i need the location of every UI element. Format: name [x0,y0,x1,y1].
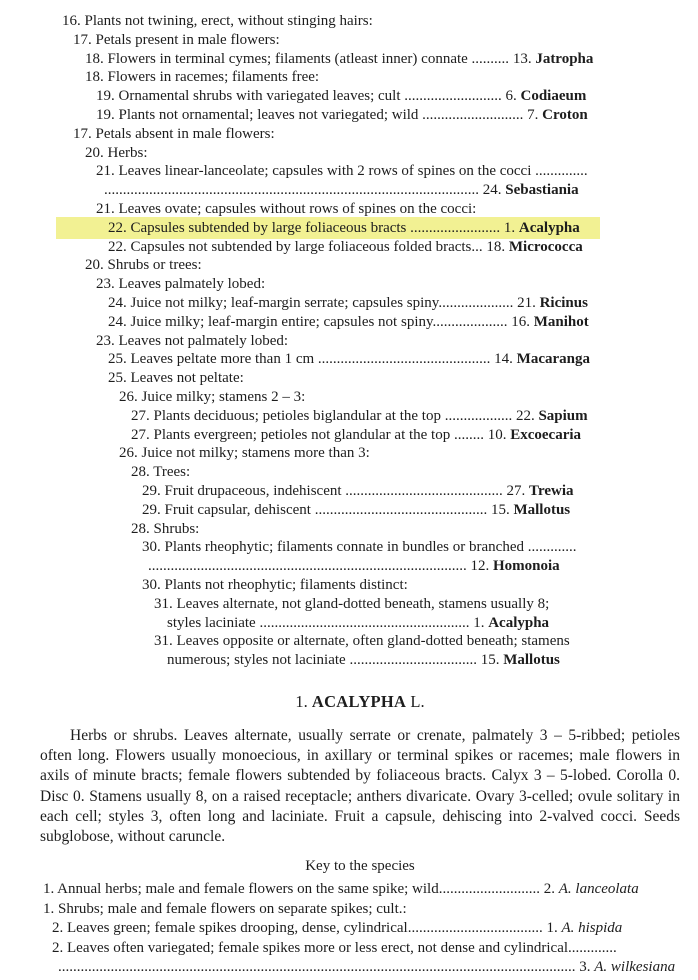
taxon-name: Manihot [533,313,589,330]
key-line [40,87,680,106]
key-line [40,426,680,445]
key-line [40,106,680,125]
key-line-text: 29. Fruit drupaceous, indehiscent .......................................... [142,482,507,499]
key-line-text: 2. Leaves often variegated; female spikes more or less erect, not dense and cylindrical............. [52,939,617,956]
taxon-name: Codiaeum [520,88,587,105]
key-line-highlighted [40,219,680,238]
key-line [40,144,680,163]
key-line-content [154,596,549,612]
key-line [40,939,680,959]
taxon-number: 6. [505,88,521,105]
key-line-text: 23. Leaves palmately lobed: [96,276,266,293]
taxon-number: 22. [515,407,539,424]
key-line-text: 19. Plants not ornamental; leaves not variegated; wild ........................... [96,106,528,123]
key-line-content [85,51,593,67]
taxon-number: 21. [517,294,540,311]
key-line-text: 22. Capsules not subtended by large foliaceous folded bracts... [108,238,487,255]
key-line-content [52,940,617,956]
key-line [40,557,680,576]
key-line [40,444,680,463]
genus-heading [40,692,680,712]
taxon-name: Sebastiania [505,182,579,199]
key-line [40,388,680,407]
taxon-name: Mallotus [513,501,571,518]
key-line-content [131,464,190,480]
taxon-number: 1. [473,614,489,631]
key-line-content [96,107,588,123]
key-line-content [85,69,319,85]
key-line-text: 20. Herbs: [85,144,148,161]
taxon-number: 13. [512,50,536,67]
key-line [40,332,680,351]
taxon-number: 1. [503,219,519,236]
key-line-text: 30. Plants rheophytic; filaments connate in bundles or branched ............. [142,539,577,556]
key-line-content [108,314,589,330]
taxon-name: Croton [542,106,588,123]
key-line-content [142,577,408,593]
key-line-content [62,13,373,29]
key-line-text: 29. Fruit capsular, dehiscent .............................................. [142,501,491,518]
taxon-name: Homonoia [493,558,560,575]
key-line [40,632,680,651]
key-line-text: .......................................................................................................................................... [58,959,580,976]
key-line-content [96,201,476,217]
key-line-content [119,389,305,405]
key-line-content [142,483,573,499]
key-line-text: 2. Leaves green; female spikes drooping, dense, cylindrical.................................... [52,920,547,937]
key-line-content [56,217,600,239]
key-line [40,294,680,313]
key-line-text: 21. Leaves ovate; capsules without rows of spines on the cocci: [96,200,477,217]
key-line-content [108,295,588,311]
taxon-number: 10. [487,426,511,443]
key-line-content [104,182,579,198]
key-line-text: 18. Flowers in racemes; filaments free: [85,69,320,86]
genus-description: Herbs or shrubs. Leaves alternate, usually serrate or crenate, palmately 3 – 5-ribbed; petioles often long. Flowers usually monoecious, in axillary or terminal spikes or racemes; male flowers in axils of minute bracts; female flowers subtended by foliaceous bracts. Calyx 3 – 5-lobed. Corolla 0. Disc 0. Stamens usually 8, on a raised receptacle; anthers divaricate. Ovary 3-celled; ovule solitary in each cell; styles 3, often long and laciniate. Fruit a capsule, dehiscing into 2-valved cocci. Seeds subglobose, without caruncle. [40,726,680,845]
key-line [40,576,680,595]
key-line [40,614,680,633]
taxon-number: 18. [486,238,509,255]
key-line [40,407,680,426]
taxon-number: 14. [494,351,517,368]
key-line-text: numerous; styles not laciniate .................................. [167,652,481,669]
key-line-text: 17. Petals present in male flowers: [73,31,280,48]
key-line-content [96,276,265,292]
species-key-title: Key to the species [305,858,415,875]
key-line-content [58,959,675,975]
taxon-number: 15. [490,501,514,518]
key-line [40,162,680,181]
key-line [40,50,680,69]
key-line-text: 26. Juice milky; stamens 2 – 3: [119,388,306,405]
key-line-text: 1. Shrubs; male and female flowers on separate spikes; cult.: [43,900,407,917]
key-line [40,463,680,482]
key-line [40,125,680,144]
taxon-name: A. lanceolata [558,881,639,898]
key-line-content [148,558,560,574]
taxon-number: 15. [480,652,504,669]
key-line-text: 24. Juice milky; leaf-margin entire; capsules not spiny.................... [108,313,512,330]
genus-heading-number: 1. [295,691,312,711]
key-line-content [85,257,202,273]
key-line-text: 27. Plants deciduous; petioles biglandular at the top .................. [131,407,516,424]
taxon-number: 24. [482,182,506,199]
key-line-text: 28. Shrubs: [131,520,200,537]
key-line [40,595,680,614]
key-line-content [154,633,570,649]
key-line-content [43,901,407,917]
taxon-name: Mallotus [503,652,560,669]
key-line [40,238,680,257]
key-line-content [43,881,639,897]
taxon-name: Sapium [538,407,588,424]
key-line-text: styles laciniate ........................................................ [167,614,474,631]
key-line-content [142,539,577,555]
taxon-name: Micrococca [508,238,583,255]
key-line-content [108,351,590,367]
key-line-content [96,163,588,179]
key-line-text: 26. Juice not milky; stamens more than 3: [119,445,370,462]
key-line-text: .................................................................................................... [104,182,483,199]
key-line [40,900,680,920]
key-line-content [52,920,622,936]
taxon-name: A. wilkesiana [594,959,676,976]
key-line [40,501,680,520]
key-line-content [167,615,549,631]
key-line-content [108,370,244,386]
key-line-text: 16. Plants not twining, erect, without stinging hairs: [62,13,373,29]
key-line-content [119,445,370,461]
key-line-text: 30. Plants not rheophytic; filaments distinct: [142,576,408,593]
taxon-number: 3. [579,959,595,976]
key-line [40,538,680,557]
key-line-text: 18. Flowers in terminal cymes; filaments (atleast inner) connate .......... [85,50,513,67]
key-line [40,350,680,369]
taxon-number: 2. [543,881,559,898]
genus-key [40,12,680,670]
key-line-content [73,32,280,48]
key-line-text: 25. Leaves peltate more than 1 cm .............................................. [108,351,495,368]
key-line [40,68,680,87]
taxon-name: Ricinus [539,294,588,311]
taxon-number: 1. [546,920,562,937]
key-line-text: 31. Leaves alternate, not gland-dotted beneath, stamens usually 8; [154,595,550,612]
key-line [40,200,680,219]
genus-heading-name: ACALYPHA [311,691,407,711]
species-key [40,880,680,978]
key-line [40,651,680,670]
key-line-text: 22. Capsules subtended by large foliaceous bracts ........................ [108,219,504,236]
key-line-text: 23. Leaves not palmately lobed: [96,332,289,349]
key-line-text: 1. Annual herbs; male and female flowers on the same spike; wild........................... [43,881,544,898]
key-line-text: 24. Juice not milky; leaf-margin serrate; capsules spiny.................... [108,294,518,311]
key-line [40,919,680,939]
taxon-name: Trewia [529,482,574,499]
key-line [40,12,680,31]
key-line-content [73,126,275,142]
taxon-number: 7. [527,106,543,123]
taxon-name: Jatropha [535,50,594,67]
key-line-content [131,427,581,443]
key-line-content [85,145,148,161]
taxon-name: Excoecaria [510,426,582,443]
taxon-number: 27. [506,482,530,499]
key-line [40,256,680,275]
key-line [40,880,680,900]
key-line-text: 28. Trees: [131,464,191,481]
genus-heading-author: L. [406,691,425,711]
taxon-name: Acalypha [488,614,550,631]
key-line-content [96,333,288,349]
taxon-name: Macaranga [516,351,590,368]
key-line-text: 19. Ornamental shrubs with variegated leaves; cult .......................... [96,88,506,105]
key-line-content [167,652,560,668]
key-line [40,31,680,50]
key-line [40,482,680,501]
key-line-content [142,502,570,518]
key-line [40,369,680,388]
key-line-text: 21. Leaves linear-lanceolate; capsules with 2 rows of spines on the cocci .............. [96,163,588,180]
key-line-text: 17. Petals absent in male flowers: [73,125,275,142]
key-line-text: 20. Shrubs or trees: [85,257,202,274]
taxon-name: A. hispida [561,920,623,937]
key-line [40,313,680,332]
key-line [40,275,680,294]
key-line-content [131,408,588,424]
key-line [40,181,680,200]
taxon-number: 12. [470,558,493,575]
key-line-text: 27. Plants evergreen; petioles not glandular at the top ........ [131,426,488,443]
key-line [40,958,680,978]
taxon-name: Acalypha [518,219,580,236]
key-line-text: 25. Leaves not peltate: [108,370,244,387]
key-line-content [131,521,199,537]
key-line [40,520,680,539]
taxon-number: 16. [511,313,534,330]
key-line-text: 31. Leaves opposite or alternate, often gland-dotted beneath; stamens [154,633,570,650]
key-line-text: ..................................................................................... [148,558,471,575]
key-line-content [96,88,586,104]
key-line-content [108,239,583,255]
